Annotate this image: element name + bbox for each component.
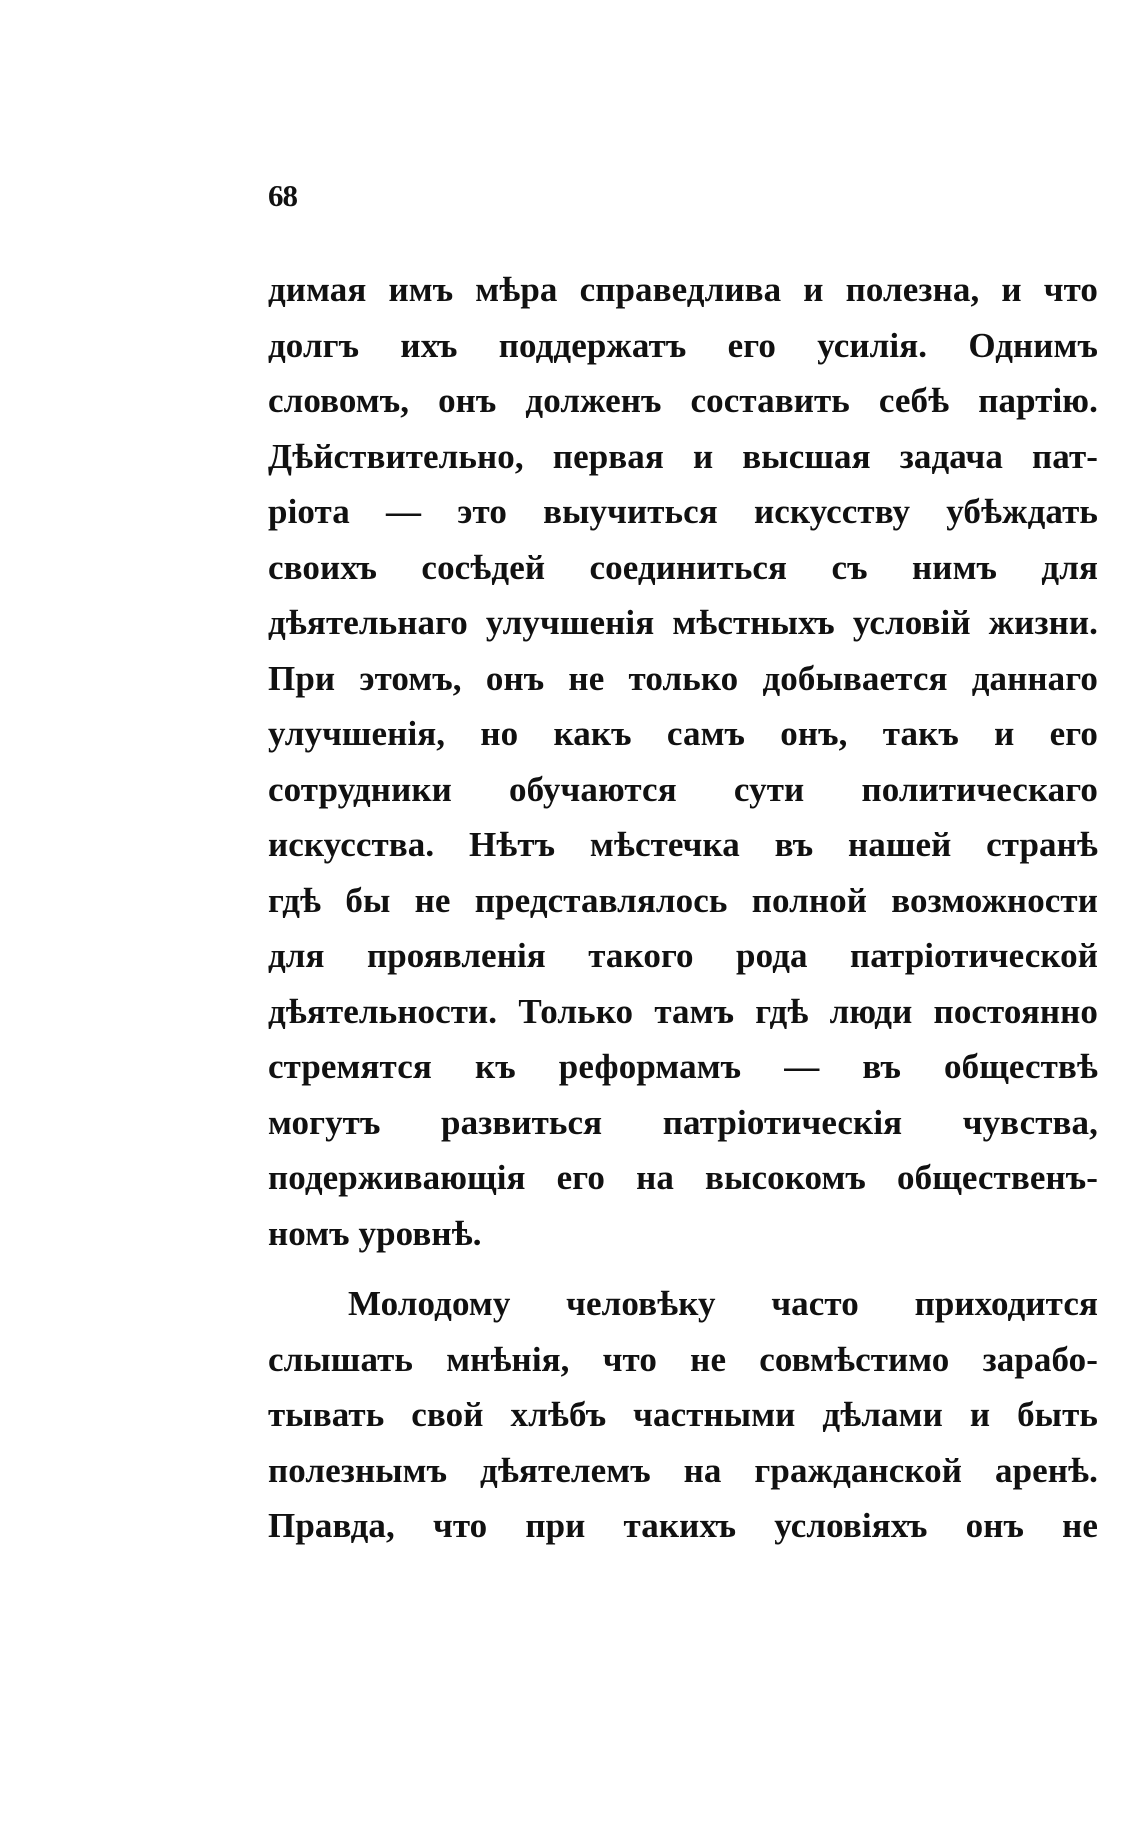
text-line: сотрудники обучаются сути политическаго bbox=[268, 769, 1098, 809]
paragraph-2 bbox=[268, 1276, 1098, 1554]
text-line: При этомъ, онъ не только добывается даннаго bbox=[268, 658, 1098, 698]
text-line: номъ уровнѣ. bbox=[268, 1213, 482, 1253]
paragraph-1 bbox=[268, 262, 1098, 1261]
text-line: своихъ сосѣдей соединиться съ нимъ для bbox=[268, 547, 1098, 587]
text-line: Молодому человѣку часто приходится bbox=[348, 1284, 1098, 1323]
text-line: подерживающія его на высокомъ общественъ- bbox=[268, 1158, 1098, 1197]
text-line: димая имъ мѣра справедлива и полезна, и что bbox=[268, 270, 1098, 309]
text-line: долгъ ихъ поддержатъ его усилія. Однимъ bbox=[268, 325, 1098, 365]
text-line: словомъ, онъ долженъ составить себѣ партію. bbox=[268, 381, 1098, 420]
text-line: дѣятельнаго улучшенія мѣстныхъ условій жизни. bbox=[268, 603, 1098, 642]
text-line: Дѣйствительно, первая и высшая задача пат- bbox=[268, 436, 1098, 476]
text-line: тывать свой хлѣбъ частными дѣлами и быть bbox=[268, 1395, 1098, 1434]
text-line: улучшенія, но какъ самъ онъ, такъ и его bbox=[268, 714, 1098, 753]
text-line: полезнымъ дѣятелемъ на гражданской аренѣ. bbox=[268, 1450, 1098, 1490]
text-line: для проявленія такого рода патріотической bbox=[268, 936, 1098, 975]
text-line: гдѣ бы не представлялось полной возможности bbox=[268, 880, 1098, 920]
text-line: Правда, что при такихъ условіяхъ онъ не bbox=[268, 1506, 1098, 1545]
text-line: могутъ развиться патріотическія чувства, bbox=[268, 1102, 1098, 1142]
text-line: слышать мнѣнія, что не совмѣстимо зарабо- bbox=[268, 1339, 1098, 1379]
text-line: ріота — это выучиться искусству убѣждать bbox=[268, 492, 1098, 531]
text-line: стремятся къ реформамъ — въ обществѣ bbox=[268, 1047, 1098, 1086]
page-number: 68 bbox=[268, 178, 297, 213]
text-line: дѣятельности. Только тамъ гдѣ люди постоянно bbox=[268, 991, 1098, 1031]
text-line: искусства. Нѣтъ мѣстечка въ нашей странѣ bbox=[268, 825, 1098, 864]
